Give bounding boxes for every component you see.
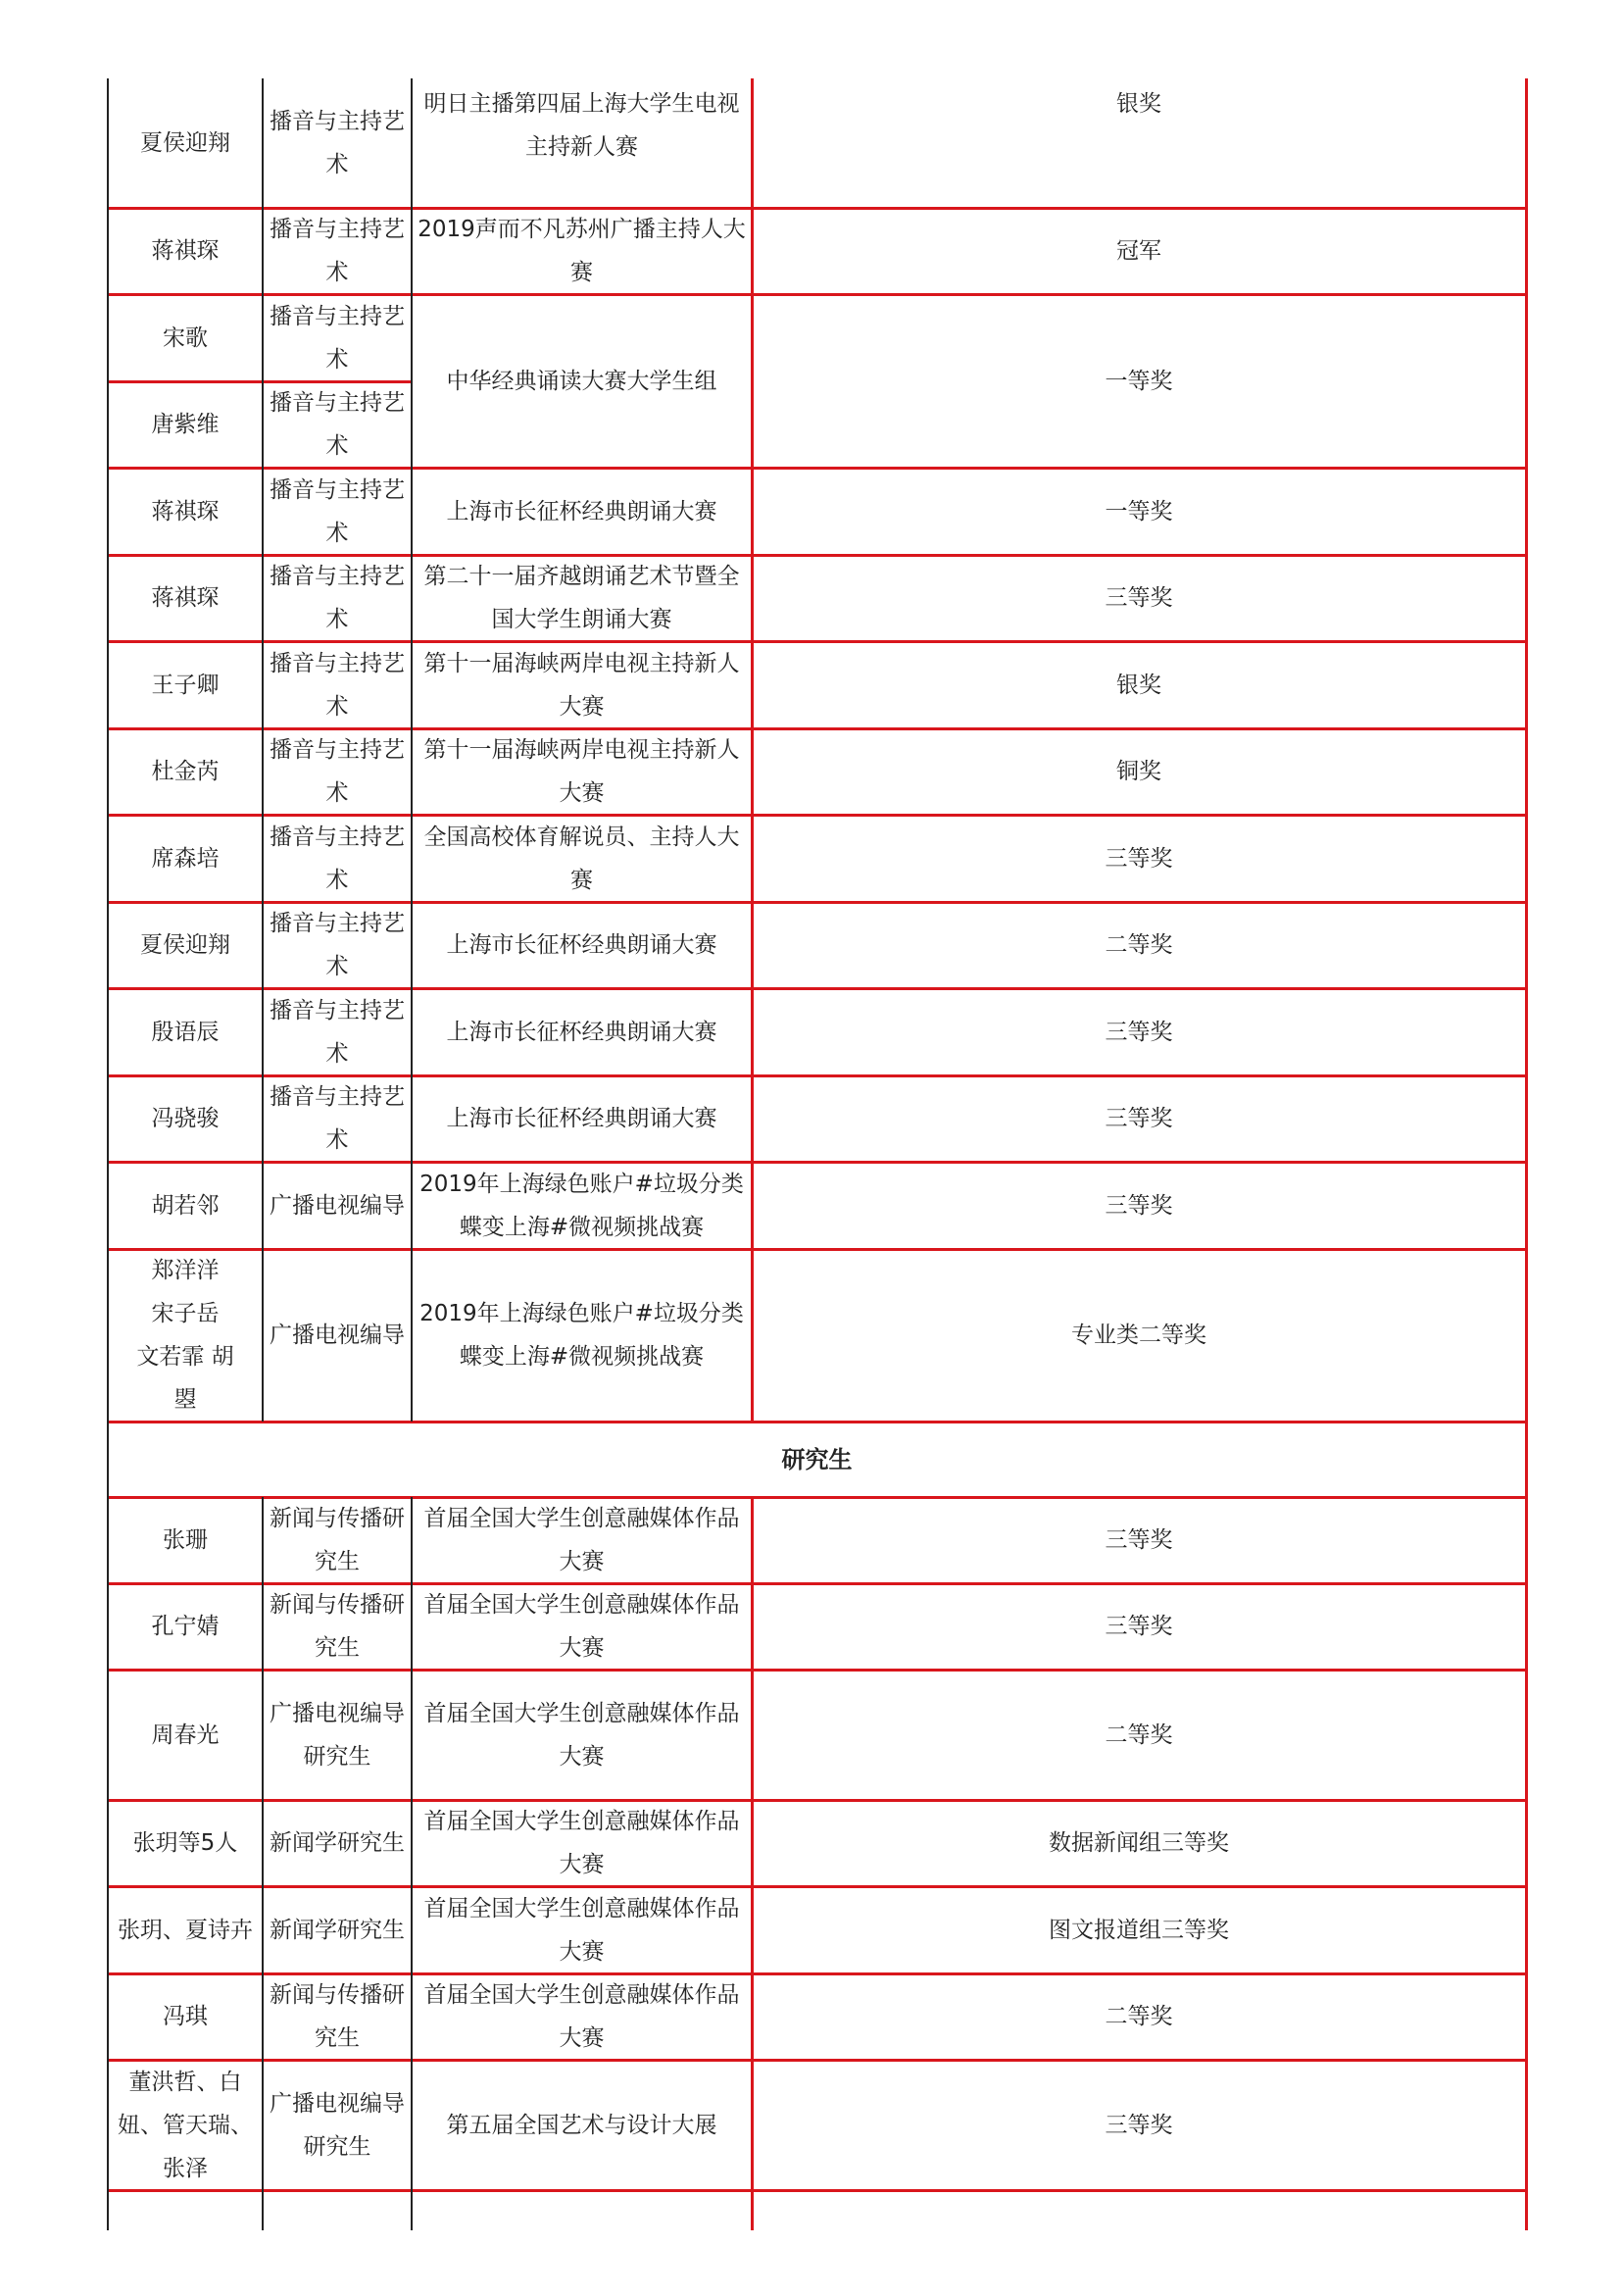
name-cell: 蒋祺琛 xyxy=(151,498,220,524)
event-cell-merged: 中华经典诵读大赛大学生组 xyxy=(446,368,717,394)
award-cell: 三等奖 xyxy=(1105,1614,1173,1639)
major-cell: 广播电视编导 xyxy=(270,1192,405,1219)
name-cell: 蒋祺琛 xyxy=(151,585,220,611)
major-cell: 广播电视编导研究生 xyxy=(270,2090,405,2160)
award-cell: 三等奖 xyxy=(1105,845,1173,872)
row-divider xyxy=(108,380,412,383)
award-cell: 二等奖 xyxy=(1105,1722,1173,1748)
row-divider xyxy=(108,1161,1526,1164)
award-cell: 铜奖 xyxy=(1116,759,1161,784)
name-cell: 王子卿 xyxy=(151,672,220,698)
major-cell: 播音与主持艺术 xyxy=(270,650,405,720)
table-left-border xyxy=(107,78,109,2230)
award-cell: 银奖 xyxy=(1116,672,1161,698)
major-cell: 播音与主持艺术 xyxy=(270,476,405,546)
row-divider xyxy=(108,1799,1526,1802)
award-cell: 三等奖 xyxy=(1105,2112,1173,2138)
award-cell: 二等奖 xyxy=(1105,2004,1173,2029)
award-cell: 三等奖 xyxy=(1105,1192,1173,1219)
row-divider xyxy=(108,293,1526,296)
event-cell: 上海市长征杯经典朗诵大赛 xyxy=(446,932,717,958)
row-divider xyxy=(108,1496,1526,1499)
award-cell: 冠军 xyxy=(1116,238,1161,264)
row-divider xyxy=(108,1669,1526,1672)
row-divider xyxy=(108,1074,1526,1077)
name-cell: 杜金芮 xyxy=(151,759,220,784)
event-cell: 2019年上海绿色账户#垃圾分类蝶变上海#微视频挑战赛 xyxy=(419,1171,744,1240)
row-divider xyxy=(108,207,1526,210)
major-cell: 播音与主持艺术 xyxy=(270,737,405,806)
name-cell: 郑洋洋 宋子岳 文若霏 胡 曌 xyxy=(136,1258,234,1413)
major-cell: 新闻与传播研究生 xyxy=(270,1982,405,2051)
award-cell: 三等奖 xyxy=(1105,1106,1173,1131)
major-cell: 新闻与传播研究生 xyxy=(270,1506,405,1574)
award-cell: 一等奖 xyxy=(1105,498,1173,524)
name-cell: 孔宁婧 xyxy=(151,1614,220,1639)
major-cell: 播音与主持艺术 xyxy=(270,1084,405,1153)
row-divider xyxy=(108,640,1526,643)
event-cell: 上海市长征杯经典朗诵大赛 xyxy=(446,1019,717,1045)
award-cell: 图文报道组三等奖 xyxy=(1049,1917,1229,1943)
row-divider xyxy=(108,814,1526,817)
award-cell: 专业类二等奖 xyxy=(1071,1323,1206,1348)
event-cell: 首届全国大学生创意融媒体作品大赛 xyxy=(423,1982,740,2051)
major-cell: 播音与主持艺术 xyxy=(270,303,405,373)
name-cell: 张玥、夏诗卉 xyxy=(118,1917,253,1943)
event-cell: 第十一届海峡两岸电视主持新人大赛 xyxy=(423,650,740,720)
award-cell: 二等奖 xyxy=(1105,932,1173,958)
event-cell: 首届全国大学生创意融媒体作品大赛 xyxy=(423,1506,740,1574)
event-cell: 第二十一届齐越朗诵艺术节暨全国大学生朗诵大赛 xyxy=(423,564,740,632)
event-cell: 首届全国大学生创意融媒体作品大赛 xyxy=(423,1809,740,1877)
event-cell: 2019年上海绿色账户#垃圾分类蝶变上海#微视频挑战赛 xyxy=(419,1301,744,1370)
event-cell: 明日主播第四届上海大学生电视 主持新人赛 xyxy=(423,91,740,160)
name-cell: 殷语辰 xyxy=(151,1019,220,1045)
column-divider xyxy=(751,78,754,1422)
event-cell: 全国高校体育解说员、主持人大赛 xyxy=(423,824,740,893)
award-cell: 三等奖 xyxy=(1105,585,1173,611)
major-cell: 播音与主持艺术 xyxy=(270,109,405,177)
row-divider xyxy=(108,727,1526,730)
name-cell: 夏侯迎翔 xyxy=(140,932,230,958)
award-cell: 银奖 xyxy=(1116,91,1161,117)
column-divider xyxy=(411,78,413,1422)
name-cell: 周春光 xyxy=(151,1722,220,1748)
award-cell-merged: 一等奖 xyxy=(1105,368,1173,394)
major-cell: 播音与主持艺术 xyxy=(270,390,405,459)
row-divider xyxy=(108,1248,1526,1251)
award-cell: 数据新闻组三等奖 xyxy=(1049,1830,1229,1856)
name-cell: 张珊 xyxy=(163,1527,208,1553)
name-cell: 夏侯迎翔 xyxy=(140,130,230,156)
name-cell: 冯骁骏 xyxy=(151,1106,220,1131)
event-cell: 首届全国大学生创意融媒体作品大赛 xyxy=(423,1592,740,1661)
major-cell: 广播电视编导 xyxy=(270,1323,405,1348)
major-cell: 新闻与传播研究生 xyxy=(270,1592,405,1661)
row-divider xyxy=(108,2059,1526,2062)
event-cell: 第十一届海峡两岸电视主持新人大赛 xyxy=(423,737,740,806)
name-cell: 席森培 xyxy=(151,845,220,872)
major-cell: 播音与主持艺术 xyxy=(270,564,405,632)
column-divider xyxy=(411,1497,413,2230)
name-cell: 宋歌 xyxy=(163,324,208,351)
column-divider xyxy=(262,1497,264,2230)
major-cell: 播音与主持艺术 xyxy=(270,997,405,1067)
section-header: 研究生 xyxy=(781,1445,853,1473)
name-cell: 冯琪 xyxy=(163,2004,208,2029)
major-cell: 播音与主持艺术 xyxy=(270,824,405,893)
row-divider xyxy=(108,1972,1526,1975)
row-divider xyxy=(108,1421,1526,1423)
event-cell: 第五届全国艺术与设计大展 xyxy=(446,2112,717,2138)
row-divider xyxy=(108,467,1526,470)
row-divider xyxy=(108,901,1526,904)
name-cell: 唐紫维 xyxy=(151,412,220,437)
award-cell: 三等奖 xyxy=(1105,1019,1173,1045)
major-cell: 播音与主持艺术 xyxy=(270,217,405,285)
row-divider xyxy=(108,554,1526,557)
name-cell: 蒋祺琛 xyxy=(151,238,220,264)
row-divider xyxy=(108,987,1526,990)
row-divider xyxy=(108,1885,1526,1888)
row-divider xyxy=(108,1582,1526,1585)
row-divider xyxy=(108,2189,1526,2192)
event-cell: 上海市长征杯经典朗诵大赛 xyxy=(446,1106,717,1131)
major-cell: 新闻学研究生 xyxy=(270,1830,405,1856)
award-cell: 三等奖 xyxy=(1105,1527,1173,1553)
event-cell: 2019声而不凡苏州广播主持人大赛 xyxy=(418,217,746,285)
name-cell: 胡若邻 xyxy=(151,1192,220,1219)
name-cell: 张玥等5人 xyxy=(132,1830,238,1856)
name-cell: 董洪哲、白妞、管天瑞、张泽 xyxy=(118,2069,253,2181)
table-right-border xyxy=(1525,78,1528,2230)
event-cell: 上海市长征杯经典朗诵大赛 xyxy=(446,498,717,524)
column-divider xyxy=(751,1497,754,2230)
column-divider xyxy=(262,78,264,1422)
event-cell: 首届全国大学生创意融媒体作品大赛 xyxy=(423,1895,740,1965)
major-cell: 新闻学研究生 xyxy=(270,1917,405,1943)
major-cell: 播音与主持艺术 xyxy=(270,911,405,979)
event-cell: 首届全国大学生创意融媒体作品大赛 xyxy=(423,1700,740,1770)
major-cell: 广播电视编导研究生 xyxy=(270,1700,405,1770)
